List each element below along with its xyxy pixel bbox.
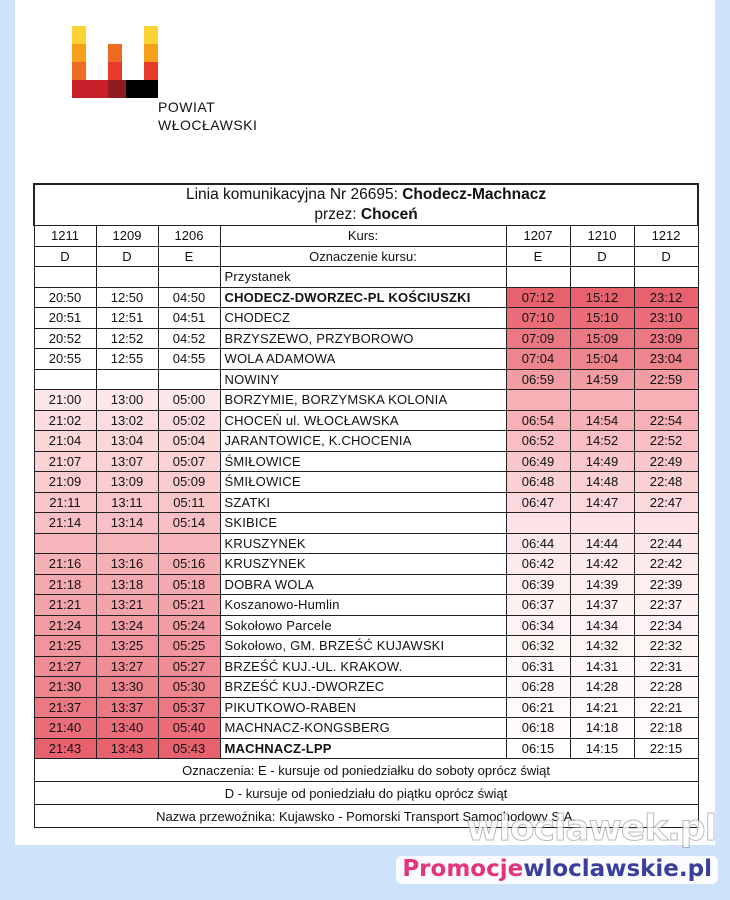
stop-name: DOBRA WOLA xyxy=(220,574,506,595)
return-time: 06:59 xyxy=(506,369,570,390)
course-mark: D xyxy=(634,246,698,267)
return-time: 22:52 xyxy=(634,431,698,452)
return-time: 07:12 xyxy=(506,287,570,308)
departure-time: 20:52 xyxy=(34,328,96,349)
return-time: 14:54 xyxy=(570,410,634,431)
departure-time: 05:16 xyxy=(158,554,220,575)
table-row xyxy=(34,328,698,349)
return-time: 15:09 xyxy=(570,328,634,349)
departure-time: 05:21 xyxy=(158,595,220,616)
return-time: 14:52 xyxy=(570,431,634,452)
right-frame-band xyxy=(715,0,730,900)
watermark-part-b: wloclawskie.pl xyxy=(523,856,712,882)
departure-time: 21:07 xyxy=(34,451,96,472)
stop-name: Koszanowo-Humlin xyxy=(220,595,506,616)
return-time: 14:42 xyxy=(570,554,634,575)
return-time: 14:21 xyxy=(570,697,634,718)
departure-time: 21:24 xyxy=(34,615,96,636)
empty-cell xyxy=(34,267,96,288)
departure-time: 13:30 xyxy=(96,677,158,698)
return-time: 06:39 xyxy=(506,574,570,595)
via-prefix: przez: xyxy=(314,206,357,223)
return-time: 14:15 xyxy=(570,738,634,759)
table-row xyxy=(34,738,698,759)
table-row xyxy=(34,390,698,411)
table-row xyxy=(34,718,698,739)
stop-name: BRZEŚĆ KUJ.-UL. KRAKOW. xyxy=(220,656,506,677)
note-line-1: Oznaczenia: E - kursuje od poniedziałku do soboty oprócz świąt xyxy=(34,759,698,782)
stop-name: MACHNACZ-LPP xyxy=(220,738,506,759)
departure-time: 20:50 xyxy=(34,287,96,308)
return-time: 22:42 xyxy=(634,554,698,575)
note-line-2: D - kursuje od poniedziału do piątku oprócz świąt xyxy=(34,782,698,805)
departure-time: 21:18 xyxy=(34,574,96,595)
return-time: 23:09 xyxy=(634,328,698,349)
departure-time: 05:27 xyxy=(158,656,220,677)
return-time: 06:28 xyxy=(506,677,570,698)
course-number: 1206 xyxy=(158,226,220,247)
stop-name: ŚMIŁOWICE xyxy=(220,451,506,472)
logo-line-1: POWIAT xyxy=(158,99,216,115)
table-row xyxy=(34,636,698,657)
return-time: 15:12 xyxy=(570,287,634,308)
stop-name: CHODECZ-DWORZEC-PL KOŚCIUSZKI xyxy=(220,287,506,308)
return-time: 23:04 xyxy=(634,349,698,370)
return-time xyxy=(570,513,634,534)
departure-time: 13:09 xyxy=(96,472,158,493)
stop-name: KRUSZYNEK xyxy=(220,533,506,554)
return-time: 22:59 xyxy=(634,369,698,390)
table-row xyxy=(34,451,698,472)
return-time: 06:18 xyxy=(506,718,570,739)
departure-time: 04:51 xyxy=(158,308,220,329)
departure-time: 21:09 xyxy=(34,472,96,493)
departure-time: 13:00 xyxy=(96,390,158,411)
stop-header-row xyxy=(34,267,698,288)
return-time: 23:10 xyxy=(634,308,698,329)
departure-time: 04:52 xyxy=(158,328,220,349)
departure-time: 13:24 xyxy=(96,615,158,636)
departure-time: 13:18 xyxy=(96,574,158,595)
departure-time: 13:14 xyxy=(96,513,158,534)
return-time: 22:21 xyxy=(634,697,698,718)
return-time: 06:31 xyxy=(506,656,570,677)
stop-name: BRZYSZEWO, PRZYBOROWO xyxy=(220,328,506,349)
return-time: 22:44 xyxy=(634,533,698,554)
return-time: 14:49 xyxy=(570,451,634,472)
stop-name: BRZEŚĆ KUJ.-DWORZEC xyxy=(220,677,506,698)
return-time: 14:32 xyxy=(570,636,634,657)
empty-cell xyxy=(570,267,634,288)
return-time xyxy=(634,513,698,534)
timetable xyxy=(33,183,699,828)
stop-name: JARANTOWICE, K.CHOCENIA xyxy=(220,431,506,452)
departure-time: 21:30 xyxy=(34,677,96,698)
stop-label: Przystanek xyxy=(220,267,506,288)
return-time: 22:32 xyxy=(634,636,698,657)
departure-time: 21:00 xyxy=(34,390,96,411)
table-row xyxy=(34,574,698,595)
return-time: 14:59 xyxy=(570,369,634,390)
course-number: 1211 xyxy=(34,226,96,247)
departure-time: 05:18 xyxy=(158,574,220,595)
departure-time: 04:55 xyxy=(158,349,220,370)
return-time: 06:34 xyxy=(506,615,570,636)
table-row xyxy=(34,595,698,616)
departure-time: 05:09 xyxy=(158,472,220,493)
via-place: Choceń xyxy=(360,206,418,223)
table-row xyxy=(34,615,698,636)
departure-time xyxy=(34,533,96,554)
return-time: 22:15 xyxy=(634,738,698,759)
departure-time: 21:11 xyxy=(34,492,96,513)
departure-time: 05:00 xyxy=(158,390,220,411)
stop-name: MACHNACZ-KONGSBERG xyxy=(220,718,506,739)
return-time: 07:09 xyxy=(506,328,570,349)
stop-name: SZATKI xyxy=(220,492,506,513)
logo-text xyxy=(158,98,257,134)
stop-name: BORZYMIE, BORZYMSKA KOLONIA xyxy=(220,390,506,411)
return-time: 14:48 xyxy=(570,472,634,493)
departure-time: 13:11 xyxy=(96,492,158,513)
departure-time: 04:50 xyxy=(158,287,220,308)
return-time: 14:28 xyxy=(570,677,634,698)
return-time: 22:18 xyxy=(634,718,698,739)
empty-cell xyxy=(96,267,158,288)
watermark-line-1: wloclawek.pl xyxy=(466,808,716,849)
return-time: 06:42 xyxy=(506,554,570,575)
timetable-title xyxy=(34,184,698,226)
table-row xyxy=(34,656,698,677)
table-row xyxy=(34,513,698,534)
departure-time: 21:02 xyxy=(34,410,96,431)
return-time: 06:32 xyxy=(506,636,570,657)
stop-name: CHOCEŃ ul. WŁOCŁAWSKA xyxy=(220,410,506,431)
return-time: 22:34 xyxy=(634,615,698,636)
departure-time: 13:07 xyxy=(96,451,158,472)
departure-time: 13:21 xyxy=(96,595,158,616)
table-row xyxy=(34,369,698,390)
departure-time: 21:43 xyxy=(34,738,96,759)
departure-time: 21:40 xyxy=(34,718,96,739)
return-time xyxy=(570,390,634,411)
departure-time: 05:11 xyxy=(158,492,220,513)
return-time: 14:37 xyxy=(570,595,634,616)
departure-time: 21:27 xyxy=(34,656,96,677)
return-time: 06:37 xyxy=(506,595,570,616)
departure-time: 13:43 xyxy=(96,738,158,759)
stop-name: SKIBICE xyxy=(220,513,506,534)
return-time: 06:49 xyxy=(506,451,570,472)
departure-time xyxy=(96,369,158,390)
watermark-part-a: Promocje xyxy=(402,856,524,882)
departure-time: 05:24 xyxy=(158,615,220,636)
return-time: 22:54 xyxy=(634,410,698,431)
return-time: 06:47 xyxy=(506,492,570,513)
return-time: 22:39 xyxy=(634,574,698,595)
return-time xyxy=(506,390,570,411)
watermark-line-2 xyxy=(396,856,718,884)
course-mark: E xyxy=(506,246,570,267)
departure-time: 21:37 xyxy=(34,697,96,718)
course-number: 1210 xyxy=(570,226,634,247)
departure-time: 05:40 xyxy=(158,718,220,739)
table-row xyxy=(34,308,698,329)
stop-name: NOWINY xyxy=(220,369,506,390)
return-time: 22:48 xyxy=(634,472,698,493)
table-row xyxy=(34,533,698,554)
departure-time: 13:04 xyxy=(96,431,158,452)
table-row xyxy=(34,677,698,698)
departure-time: 13:16 xyxy=(96,554,158,575)
empty-cell xyxy=(158,267,220,288)
return-time xyxy=(634,390,698,411)
departure-time: 05:43 xyxy=(158,738,220,759)
empty-cell xyxy=(634,267,698,288)
return-time: 22:31 xyxy=(634,656,698,677)
departure-time: 12:55 xyxy=(96,349,158,370)
return-time: 15:10 xyxy=(570,308,634,329)
departure-time: 12:52 xyxy=(96,328,158,349)
return-time: 22:28 xyxy=(634,677,698,698)
departure-time: 13:25 xyxy=(96,636,158,657)
return-time: 07:10 xyxy=(506,308,570,329)
stop-name: KRUSZYNEK xyxy=(220,554,506,575)
departure-time: 20:51 xyxy=(34,308,96,329)
table-row xyxy=(34,492,698,513)
return-time: 14:18 xyxy=(570,718,634,739)
stop-name: Sokołowo, GM. BRZEŚĆ KUJAWSKI xyxy=(220,636,506,657)
course-number: 1212 xyxy=(634,226,698,247)
return-time: 06:54 xyxy=(506,410,570,431)
return-time: 14:39 xyxy=(570,574,634,595)
title-prefix: Linia komunikacyjna Nr 26695: xyxy=(185,186,398,203)
return-time: 06:44 xyxy=(506,533,570,554)
departure-time: 21:14 xyxy=(34,513,96,534)
stop-name: WOLA ADAMOWA xyxy=(220,349,506,370)
stop-name: ŚMIŁOWICE xyxy=(220,472,506,493)
departure-time: 12:51 xyxy=(96,308,158,329)
title-route: Chodecz-Machnacz xyxy=(402,186,547,203)
departure-time xyxy=(34,369,96,390)
departure-time: 05:02 xyxy=(158,410,220,431)
stop-name: PIKUTKOWO-RABEN xyxy=(220,697,506,718)
return-time: 15:04 xyxy=(570,349,634,370)
departure-time: 12:50 xyxy=(96,287,158,308)
return-time: 14:44 xyxy=(570,533,634,554)
powiat-logo-icon xyxy=(72,26,162,98)
departure-time: 21:04 xyxy=(34,431,96,452)
watermark xyxy=(372,808,722,894)
course-number: 1209 xyxy=(96,226,158,247)
course-mark: D xyxy=(96,246,158,267)
departure-time: 05:07 xyxy=(158,451,220,472)
departure-time: 05:14 xyxy=(158,513,220,534)
departure-time: 05:37 xyxy=(158,697,220,718)
departure-time: 05:04 xyxy=(158,431,220,452)
table-row xyxy=(34,472,698,493)
return-time: 07:04 xyxy=(506,349,570,370)
return-time: 22:47 xyxy=(634,492,698,513)
table-row xyxy=(34,287,698,308)
departure-time: 21:21 xyxy=(34,595,96,616)
course-mark: D xyxy=(570,246,634,267)
departure-time: 21:16 xyxy=(34,554,96,575)
return-time: 23:12 xyxy=(634,287,698,308)
departure-time: 21:25 xyxy=(34,636,96,657)
departure-time: 13:40 xyxy=(96,718,158,739)
return-time: 06:15 xyxy=(506,738,570,759)
return-time: 22:37 xyxy=(634,595,698,616)
table-row xyxy=(34,431,698,452)
return-time: 06:21 xyxy=(506,697,570,718)
return-time: 06:52 xyxy=(506,431,570,452)
course-mark-row xyxy=(34,246,698,267)
return-time: 22:49 xyxy=(634,451,698,472)
mark-label: Oznaczenie kursu: xyxy=(220,246,506,267)
departure-time: 20:55 xyxy=(34,349,96,370)
departure-time: 13:27 xyxy=(96,656,158,677)
logo-line-2: WŁOCŁAWSKI xyxy=(158,117,258,133)
stop-name: CHODECZ xyxy=(220,308,506,329)
departure-time xyxy=(158,369,220,390)
table-row xyxy=(34,410,698,431)
note-line-3: Nazwa przewoźnika: Kujawsko - Pomorski Transport Samochodowy S.A. xyxy=(34,805,698,828)
departure-time xyxy=(96,533,158,554)
course-mark: D xyxy=(34,246,96,267)
course-number: 1207 xyxy=(506,226,570,247)
table-row xyxy=(34,349,698,370)
departure-time: 05:25 xyxy=(158,636,220,657)
departure-time: 13:02 xyxy=(96,410,158,431)
empty-cell xyxy=(506,267,570,288)
left-frame-band xyxy=(0,0,15,900)
table-row xyxy=(34,697,698,718)
return-time: 06:48 xyxy=(506,472,570,493)
departure-time: 05:30 xyxy=(158,677,220,698)
departure-time xyxy=(158,533,220,554)
return-time xyxy=(506,513,570,534)
departure-time: 13:37 xyxy=(96,697,158,718)
course-label: Kurs: xyxy=(220,226,506,247)
stop-name: Sokołowo Parcele xyxy=(220,615,506,636)
course-mark: E xyxy=(158,246,220,267)
return-time: 14:47 xyxy=(570,492,634,513)
course-number-row xyxy=(34,226,698,247)
return-time: 14:31 xyxy=(570,656,634,677)
return-time: 14:34 xyxy=(570,615,634,636)
table-row xyxy=(34,554,698,575)
